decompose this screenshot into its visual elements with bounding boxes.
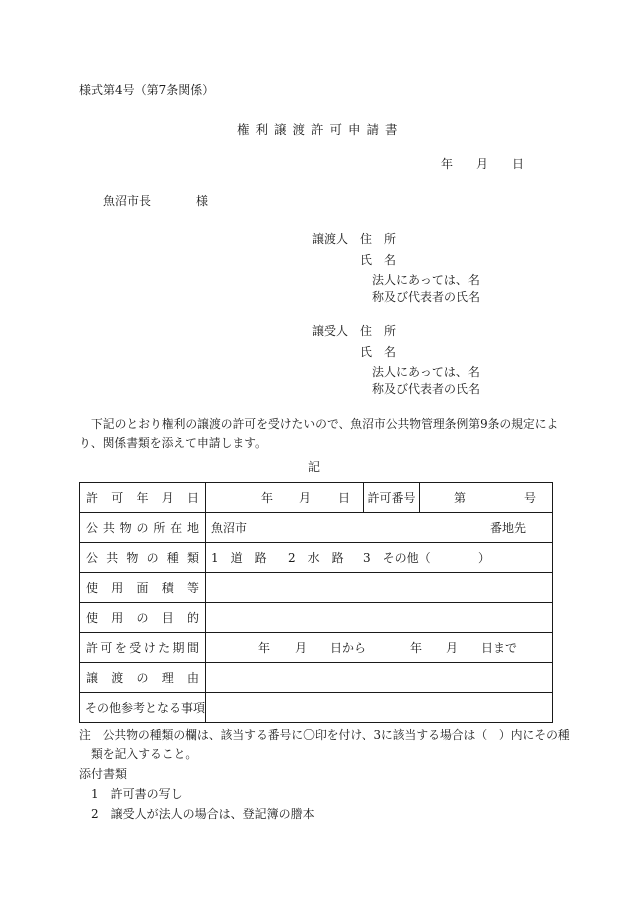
location-value-cell[interactable]	[206, 513, 553, 543]
period-value-cell[interactable]	[206, 633, 553, 663]
label-char: 用	[111, 611, 124, 625]
attachments-title: 添付書類	[79, 767, 128, 781]
table-row-area	[80, 573, 553, 603]
label-char: 譲	[86, 671, 99, 685]
transferee-corp-note-1: 法人にあっては、名	[372, 365, 480, 379]
location-label-cell	[80, 513, 206, 543]
label-char: 可	[111, 491, 124, 505]
label-char: 物	[126, 551, 139, 565]
purpose-value-cell[interactable]	[206, 603, 553, 633]
date-day: 日	[512, 157, 525, 171]
label-char: 日	[186, 491, 199, 505]
table-row-other	[80, 693, 553, 723]
type-option-other[interactable]: 3 その他（	[363, 551, 431, 565]
label-char: の	[146, 551, 159, 565]
date-year: 年	[441, 157, 454, 171]
note-line-2: 類を記入すること。	[91, 747, 198, 761]
label-char: 理	[161, 671, 174, 685]
period-from-year: 年	[258, 641, 271, 655]
date-month: 月	[476, 157, 489, 171]
note-line-1: 注 公共物の種類の欄は、該当する番号に〇印を付け、3に該当する場合は（ ）内にその種	[79, 728, 570, 742]
label-char: 使	[86, 611, 99, 625]
area-label	[80, 579, 205, 596]
period-to-year: 年	[410, 641, 423, 655]
body-line-1: 下記のとおり権利の譲渡の許可を受けたいので、魚沼市公共物管理条例第9条の規定によ	[91, 417, 559, 431]
location-suffix: 番地先	[490, 521, 527, 535]
label-char: 面	[136, 581, 149, 595]
table-row-type	[80, 543, 553, 573]
transferee-corp-note-2: 称及び代表者の氏名	[372, 382, 481, 396]
purpose-label-cell	[80, 603, 206, 633]
ki-heading: 記	[308, 460, 321, 474]
label-char: 種	[166, 551, 179, 565]
period-from-day: 日から	[330, 641, 367, 655]
transferor-corp-note-1: 法人にあっては、名	[372, 273, 480, 287]
type-value-cell[interactable]	[206, 543, 553, 573]
label-char: 的	[186, 611, 199, 625]
label-char: の	[136, 521, 149, 535]
label-char: 地	[186, 521, 199, 535]
period-label-cell	[80, 633, 206, 663]
label-char: 公	[86, 551, 99, 565]
permit-date-month: 月	[299, 491, 312, 505]
permit-date-label-cell	[80, 483, 206, 513]
addressee-honorific: 様	[196, 194, 209, 208]
permit-no-dai: 第	[454, 491, 467, 505]
label-char: け	[143, 641, 156, 655]
label-char: 用	[111, 581, 124, 595]
label-char: 年	[136, 491, 149, 505]
type-label	[80, 549, 205, 566]
period-label	[80, 639, 205, 656]
transferor-name-label: 氏 名	[360, 253, 397, 267]
application-table	[79, 482, 553, 723]
table-row-location	[80, 513, 553, 543]
permit-date-day: 日	[338, 491, 351, 505]
label-char: 期	[172, 641, 185, 655]
period-to-day: 日まで	[481, 641, 518, 655]
label-char: 共	[106, 551, 119, 565]
permit-date-year: 年	[261, 491, 274, 505]
label-char: 共	[102, 521, 115, 535]
label-char: 公	[86, 521, 99, 535]
other-label: その他参考となる事項	[85, 701, 206, 715]
label-char: 等	[186, 581, 199, 595]
label-char: 由	[186, 671, 199, 685]
location-label	[80, 519, 205, 536]
attachment-item-2: 2 譲受人が法人の場合は、登記簿の謄本	[91, 807, 315, 821]
type-option-waterway[interactable]: 2 水 路	[288, 551, 344, 565]
label-char: 所	[153, 521, 166, 535]
label-char: を	[114, 641, 127, 655]
reason-value-cell[interactable]	[206, 663, 553, 693]
other-label-cell	[80, 693, 206, 723]
type-option-close: ）	[478, 551, 491, 565]
attachment-item-1: 1 許可書の写し	[91, 787, 183, 801]
reason-label	[80, 669, 205, 686]
label-char: た	[158, 641, 171, 655]
area-label-cell	[80, 573, 206, 603]
permit-date-value-cell[interactable]	[206, 483, 364, 513]
permit-date-label	[80, 489, 205, 506]
label-char: の	[136, 671, 149, 685]
label-char: 許	[86, 641, 99, 655]
label-char: 使	[86, 581, 99, 595]
transferor-corp-note-2: 称及び代表者の氏名	[372, 290, 481, 304]
label-char: 間	[186, 641, 199, 655]
form-number: 様式第4号（第7条関係）	[79, 83, 215, 97]
body-line-2: り、関係書類を添えて申請します。	[79, 436, 267, 450]
transferee-address-label: 住 所	[360, 324, 397, 338]
addressee: 魚沼市長	[103, 194, 152, 208]
table-row-reason	[80, 663, 553, 693]
label-char: 受	[129, 641, 142, 655]
period-from-month: 月	[295, 641, 308, 655]
permit-no-label-cell	[364, 483, 420, 513]
reason-label-cell	[80, 663, 206, 693]
label-char: 在	[170, 521, 183, 535]
transferee-name-label: 氏 名	[360, 345, 397, 359]
permit-no-label: 許可番号	[367, 491, 416, 505]
permit-no-go: 号	[524, 491, 537, 505]
type-option-road[interactable]: 1 道 路	[211, 551, 267, 565]
label-char: 目	[161, 611, 174, 625]
transferor-address-label: 住 所	[360, 232, 397, 246]
document-title: 権利譲渡許可申請書	[237, 122, 404, 137]
label-char: 類	[186, 551, 199, 565]
period-to-month: 月	[446, 641, 459, 655]
location-city: 魚沼市	[211, 521, 248, 535]
label-char: 物	[119, 521, 132, 535]
label-char: 許	[86, 491, 99, 505]
table-row-permit-date	[80, 483, 553, 513]
label-char: 可	[100, 641, 113, 655]
label-char: 月	[161, 491, 174, 505]
table-row-period	[80, 633, 553, 663]
transferee-role: 譲受人	[312, 324, 349, 338]
transferor-role: 譲渡人	[312, 232, 349, 246]
table-row-purpose	[80, 603, 553, 633]
label-char: 渡	[111, 671, 124, 685]
permit-no-value-cell[interactable]	[420, 483, 553, 513]
label-char: の	[136, 611, 149, 625]
purpose-label	[80, 609, 205, 626]
type-label-cell	[80, 543, 206, 573]
area-value-cell[interactable]	[206, 573, 553, 603]
label-char: 積	[161, 581, 174, 595]
other-value-cell[interactable]	[206, 693, 553, 723]
